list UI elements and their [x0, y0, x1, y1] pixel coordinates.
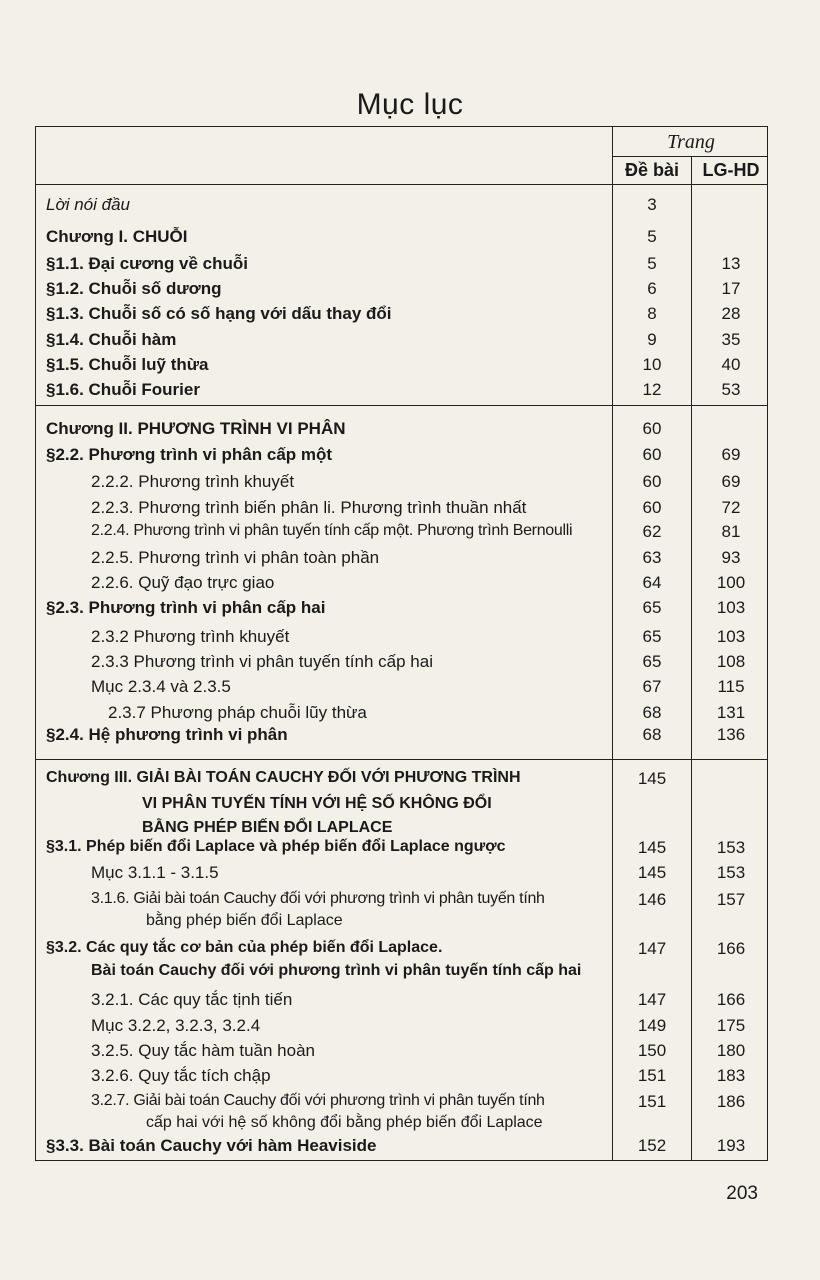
toc-row-label: 2.2.5. Phương trình vi phân toàn phần — [91, 548, 380, 567]
trang-header: Trang — [667, 131, 715, 153]
toc-row-page-lg: 175 — [716, 1016, 746, 1035]
toc-row-page-de: 147 — [637, 939, 667, 958]
toc-row-page-lg: 115 — [717, 677, 745, 696]
toc-row-label: 3.2.6. Quy tắc tích chập — [91, 1066, 271, 1085]
toc-row — [36, 254, 769, 278]
toc-row-page-lg: 153 — [716, 838, 746, 857]
toc-row-chapter-2 — [36, 419, 769, 443]
toc-row-label: Mục 3.2.2, 3.2.3, 3.2.4 — [91, 1016, 261, 1035]
toc-row-label: 3.1.6. Giải bài toán Cauchy đối với phương trình vi phân tuyến tính — [91, 890, 545, 907]
toc-row-page-lg: 69 — [721, 472, 741, 491]
toc-row-label-line-2: Bài toán Cauchy đối với phương trình vi phân tuyến tính cấp hai — [91, 962, 582, 979]
toc-row-label: §3.1. Phép biến đổi Laplace và phép biến đổi Laplace ngược — [46, 838, 506, 855]
toc-row-page-de: 9 — [647, 330, 657, 349]
toc-row-page-de: 3 — [647, 195, 657, 214]
toc-row — [36, 472, 769, 496]
toc-row — [36, 1092, 769, 1142]
toc-row-page-de: 146 — [637, 890, 667, 909]
toc-row-label: §3.3. Bài toán Cauchy với hàm Heaviside — [46, 1136, 377, 1155]
page-number: 203 — [726, 1183, 758, 1204]
toc-row — [36, 703, 769, 727]
col-header-de-bai: Đề bài — [624, 160, 680, 180]
toc-row-page-lg: 103 — [716, 598, 746, 617]
toc-row-page-de: 68 — [642, 703, 662, 722]
toc-row-label: 3.2.1. Các quy tắc tịnh tiến — [91, 990, 293, 1009]
toc-row-page-de: 152 — [637, 1136, 667, 1155]
toc-row-page-lg: 166 — [716, 990, 746, 1009]
toc-row-page-de: 60 — [642, 419, 662, 438]
header-divider — [36, 184, 767, 185]
toc-row-page-lg: 136 — [716, 725, 746, 744]
toc-row — [36, 677, 769, 701]
toc-row — [36, 548, 769, 572]
toc-row-label: 2.2.4. Phương trình vi phân tuyến tính cấp một. Phương trình Bernoulli — [91, 522, 573, 539]
toc-row — [36, 304, 769, 328]
toc-row-label: Chương III. GIẢI BÀI TOÁN CAUCHY ĐỐI VỚI PHƯƠNG TRÌNH — [46, 769, 521, 786]
toc-row-label: §2.2. Phương trình vi phân cấp một — [46, 445, 333, 464]
toc-row-label: 2.3.2 Phương trình khuyết — [91, 627, 290, 646]
toc-row — [36, 863, 769, 887]
toc-row-page-de: 62 — [642, 522, 662, 541]
toc-row-page-lg: 40 — [721, 355, 741, 374]
toc-row-page-de: 145 — [637, 863, 667, 882]
toc-row-label: §1.2. Chuỗi số dương — [46, 279, 222, 298]
toc-row-page-de: 145 — [637, 769, 667, 788]
toc-row-page-de: 5 — [647, 254, 657, 273]
toc-row — [36, 1066, 769, 1090]
toc-row-page-de: 60 — [642, 472, 662, 491]
toc-row-label: Chương I. CHUỖI — [46, 227, 188, 246]
toc-row — [36, 445, 769, 469]
toc-row-label: Mục 2.3.4 và 2.3.5 — [91, 677, 231, 696]
toc-row — [36, 1016, 769, 1040]
toc-row-page-de: 12 — [642, 380, 662, 399]
toc-row-page-lg: 81 — [721, 522, 741, 541]
toc-row-label: §1.6. Chuỗi Fourier — [46, 380, 200, 399]
toc-row — [36, 627, 769, 651]
toc-row-page-de: 147 — [637, 990, 667, 1009]
toc-row-page-lg: 183 — [716, 1066, 746, 1085]
toc-row — [36, 652, 769, 676]
toc-row-page-lg: 53 — [721, 380, 741, 399]
toc-row — [36, 380, 769, 404]
toc-row-page-de: 64 — [642, 573, 662, 592]
toc-row-label: 2.3.3 Phương trình vi phân tuyến tính cấp hai — [91, 652, 433, 671]
toc-row-page-de: 65 — [642, 652, 662, 671]
toc-row-page-lg: 100 — [716, 573, 746, 592]
toc-row-label: Lời nói đầu — [46, 195, 131, 214]
toc-row-page-lg: 69 — [721, 445, 741, 464]
toc-row-page-de: 5 — [647, 227, 657, 246]
section-divider-1 — [36, 405, 767, 406]
toc-row-page-lg: 28 — [721, 304, 741, 323]
toc-row-page-lg: 72 — [721, 498, 741, 517]
toc-row-page-de: 68 — [642, 725, 662, 744]
toc-row — [36, 1136, 769, 1160]
toc-row — [36, 890, 769, 940]
toc-row-label: 2.3.7 Phương pháp chuỗi lũy thừa — [108, 703, 367, 722]
toc-row-label-line-2: VI PHÂN TUYẾN TÍNH VỚI HỆ SỐ KHÔNG ĐỔI — [142, 795, 492, 812]
toc-row-page-de: 151 — [637, 1092, 667, 1111]
toc-row — [36, 725, 769, 749]
toc-row-page-lg: 93 — [721, 548, 741, 567]
toc-row-label: 3.2.5. Quy tắc hàm tuần hoàn — [91, 1041, 315, 1060]
toc-row — [36, 1041, 769, 1065]
toc-row-page-de: 60 — [642, 445, 662, 464]
toc-row-page-de: 149 — [637, 1016, 667, 1035]
toc-row-page-de: 8 — [647, 304, 657, 323]
toc-row-page-lg: 108 — [716, 652, 746, 671]
section-divider-2 — [36, 759, 767, 760]
toc-row-label: §1.3. Chuỗi số có số hạng với dấu thay đổi — [46, 304, 392, 323]
toc-table — [35, 126, 768, 1161]
toc-row-page-de: 63 — [642, 548, 662, 567]
toc-row-page-lg: 35 — [721, 330, 741, 349]
toc-row-page-lg: 153 — [716, 863, 746, 882]
toc-row-page-de: 150 — [637, 1041, 667, 1060]
toc-row-label: §1.4. Chuỗi hàm — [46, 330, 177, 349]
toc-row-page-de: 65 — [642, 627, 662, 646]
toc-row-page-de: 10 — [642, 355, 662, 374]
toc-row-page-de: 145 — [637, 838, 667, 857]
toc-row-page-de: 151 — [637, 1066, 667, 1085]
toc-row-label: 2.2.3. Phương trình biến phân li. Phương trình thuần nhất — [91, 498, 527, 517]
toc-row — [36, 279, 769, 303]
toc-row — [36, 498, 769, 522]
toc-row-page-de: 65 — [642, 598, 662, 617]
toc-row — [36, 990, 769, 1014]
toc-row — [36, 330, 769, 354]
toc-row-page-lg: 166 — [716, 939, 746, 958]
col-header-lg-hd: LG-HD — [702, 160, 760, 180]
toc-row-label: §1.5. Chuỗi luỹ thừa — [46, 355, 209, 374]
toc-row — [36, 939, 769, 989]
toc-row-page-lg: 157 — [716, 890, 746, 909]
toc-row-label-line-3: BẰNG PHÉP BIẾN ĐỔI LAPLACE — [142, 819, 393, 836]
toc-row-page-lg: 193 — [716, 1136, 746, 1155]
toc-row-page-lg: 180 — [716, 1041, 746, 1060]
page-title: Mục lục — [356, 88, 464, 121]
toc-row-page-lg: 186 — [716, 1092, 746, 1111]
toc-row — [36, 355, 769, 379]
toc-row-loi-noi-dau — [36, 195, 769, 219]
toc-row-label-line-2: cấp hai với hệ số không đổi bằng phép biến đổi Laplace — [146, 1114, 543, 1131]
toc-row-label: §2.4. Hệ phương trình vi phân — [46, 725, 288, 744]
toc-row — [36, 522, 769, 546]
toc-row — [36, 573, 769, 597]
toc-row-label: §2.3. Phương trình vi phân cấp hai — [46, 598, 326, 617]
toc-row-label: 2.2.6. Quỹ đạo trực giao — [91, 573, 275, 592]
toc-row — [36, 838, 769, 862]
toc-row-label: 3.2.7. Giải bài toán Cauchy đối với phương trình vi phân tuyến tính — [91, 1092, 545, 1109]
toc-row-page-lg: 103 — [716, 627, 746, 646]
toc-row-page-de: 6 — [647, 279, 657, 298]
toc-row-page-lg: 13 — [721, 254, 741, 273]
toc-row-label: 2.2.2. Phương trình khuyết — [91, 472, 295, 491]
toc-row-chapter-1 — [36, 227, 769, 251]
toc-row-label: Mục 3.1.1 - 3.1.5 — [91, 863, 219, 882]
toc-row-label: §3.2. Các quy tắc cơ bản của phép biến đổi Laplace. — [46, 939, 443, 956]
toc-row-chapter-3 — [36, 769, 769, 845]
toc-row-label: Chương II. PHƯƠNG TRÌNH VI PHÂN — [46, 419, 346, 438]
toc-row-label-line-2: bằng phép biến đổi Laplace — [146, 912, 343, 929]
toc-row-page-lg: 131 — [716, 703, 746, 722]
header-sub-divider — [612, 156, 767, 157]
toc-row — [36, 598, 769, 622]
toc-row-label: §1.1. Đại cương về chuỗi — [46, 254, 249, 273]
toc-row-page-de: 67 — [642, 677, 662, 696]
toc-row-page-lg: 17 — [721, 279, 741, 298]
toc-row-page-de: 60 — [642, 498, 662, 517]
